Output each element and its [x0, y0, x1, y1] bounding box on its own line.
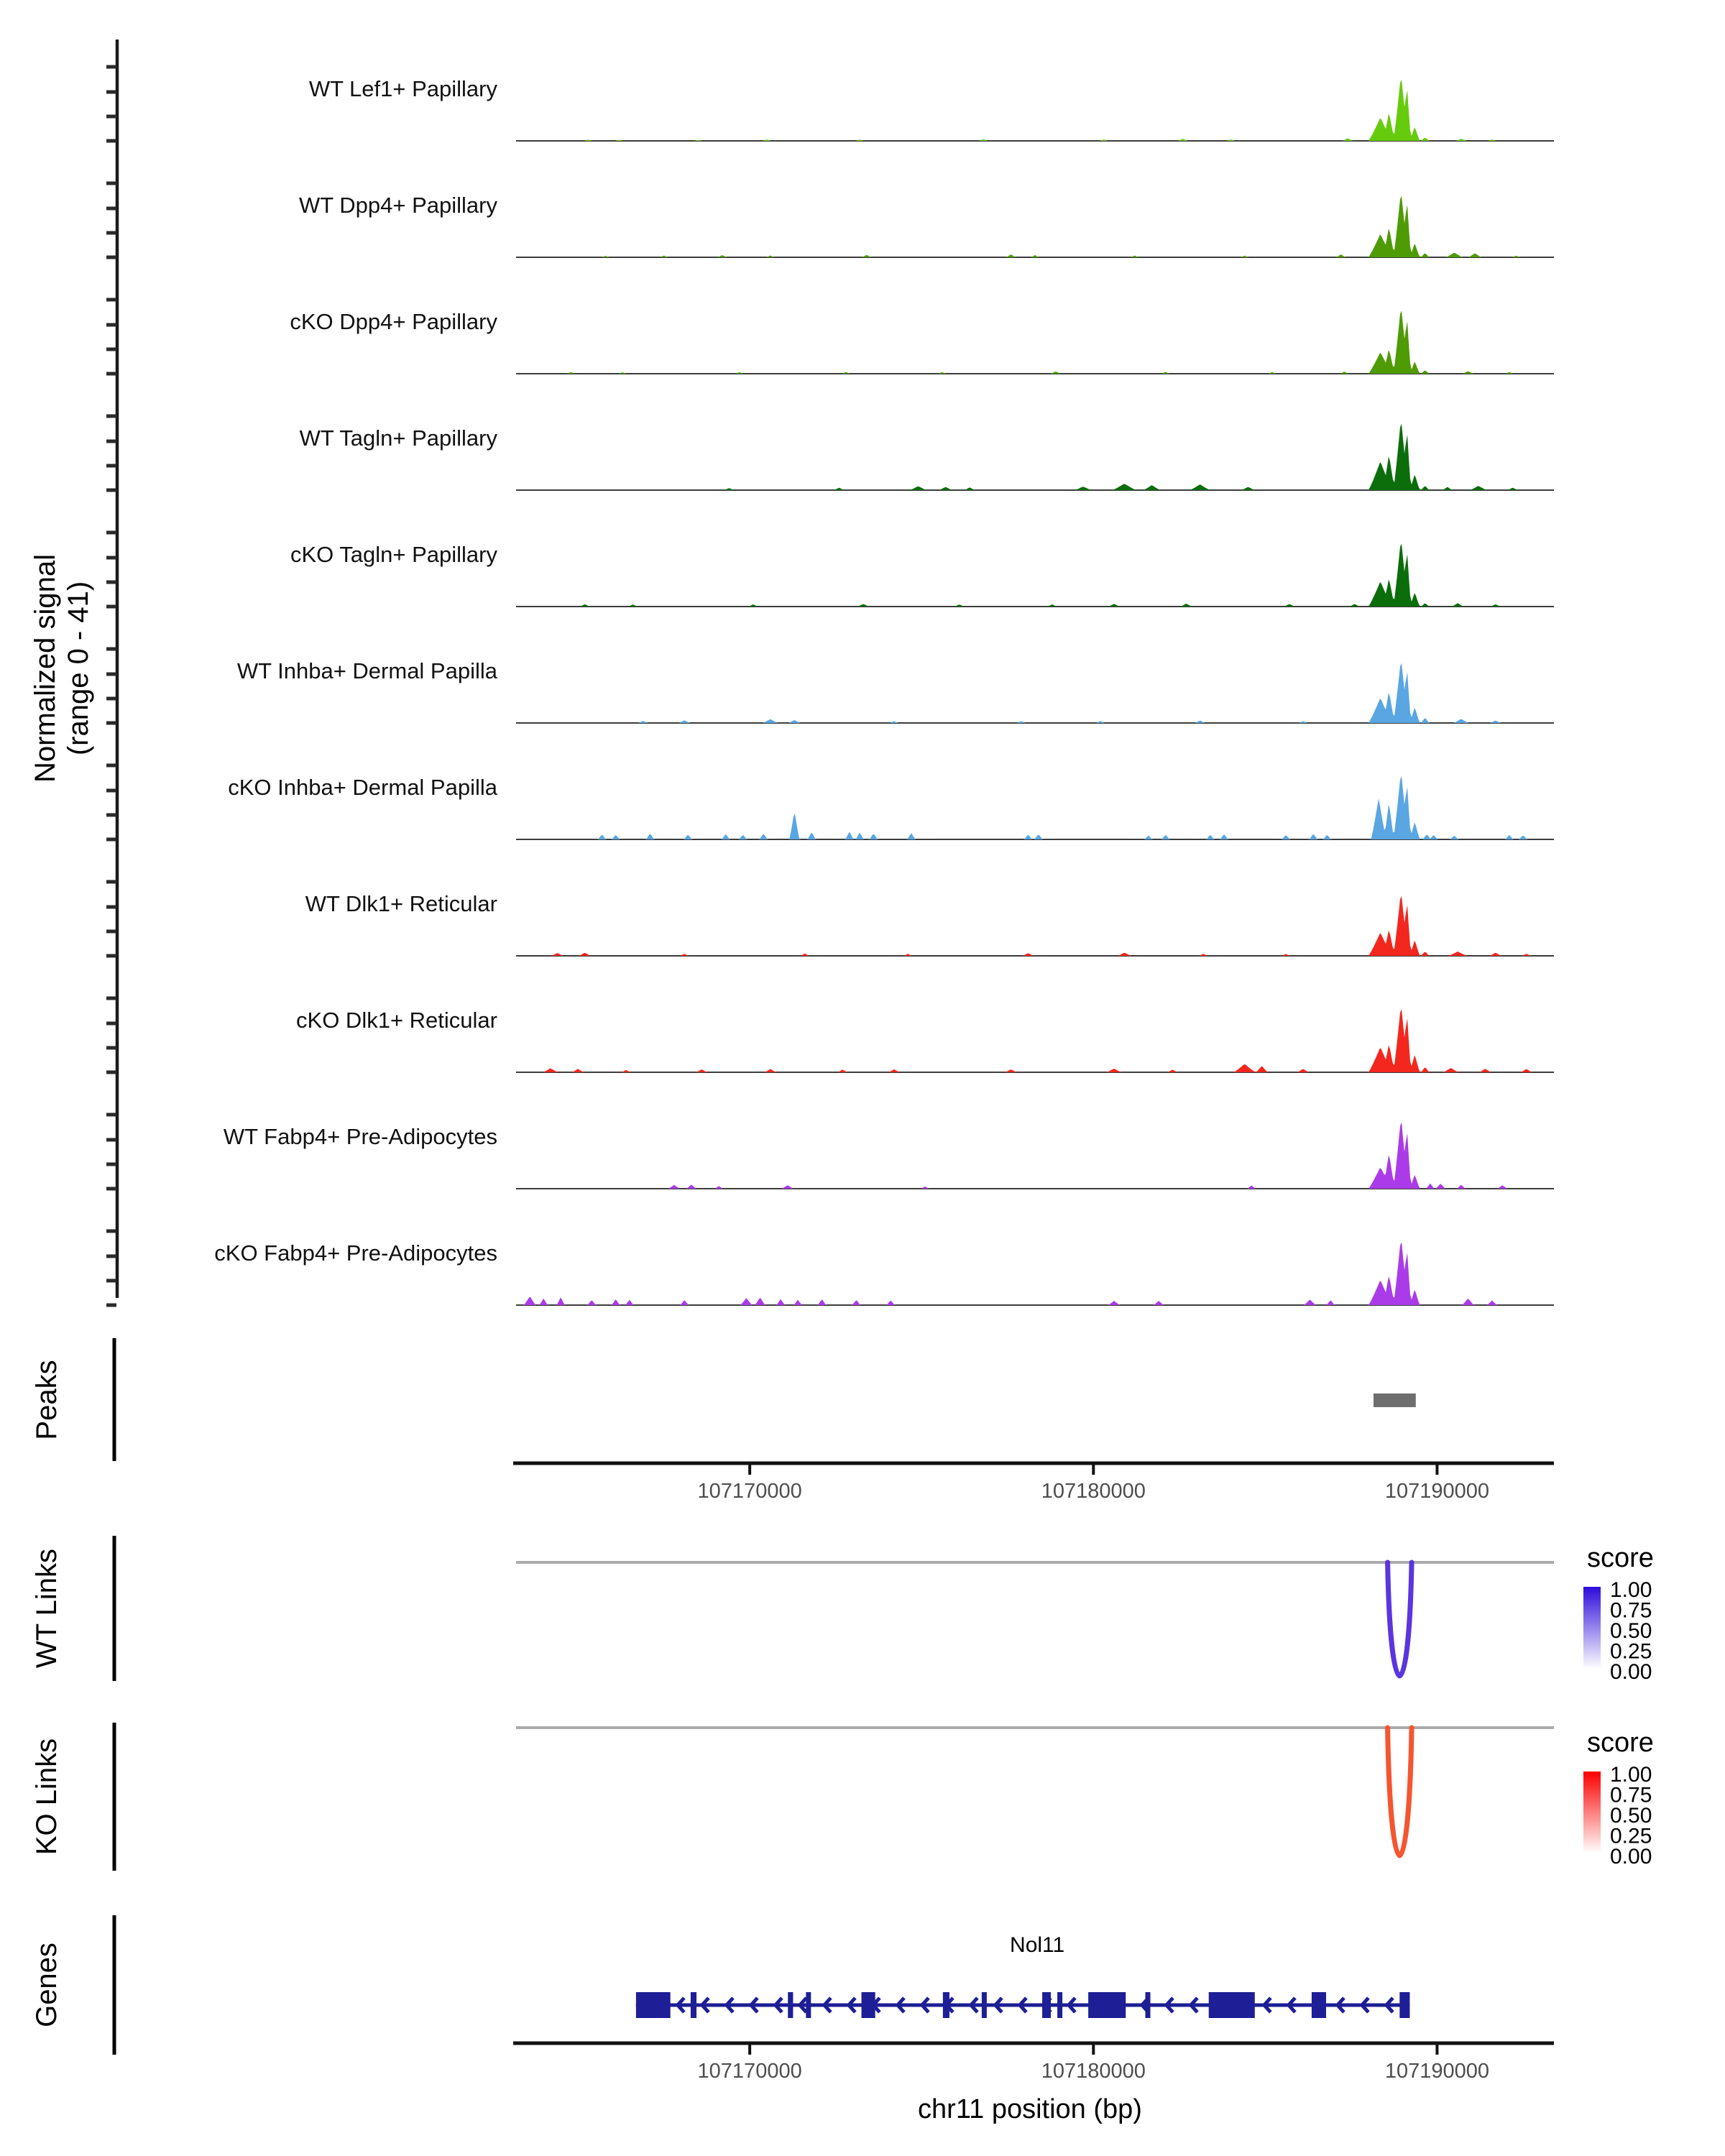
section-label-wt-links: WT Links	[31, 1549, 63, 1668]
y-axis-title-line2: (range 0 - 41)	[63, 581, 94, 756]
gene-exon	[788, 1992, 793, 2018]
gene-name-label: Nol11	[1010, 1933, 1065, 1957]
gene-exon	[636, 1992, 671, 2018]
genome-axis-tick-label: 107170000	[697, 2060, 802, 2083]
genome-axis-tick-label: 107180000	[1041, 1480, 1146, 1503]
wt-links-legend-tick-label: 0.75	[1610, 1598, 1652, 1623]
track-label: cKO Inhba+ Dermal Papilla	[228, 775, 497, 800]
ko-links-legend-tick-label: 0.50	[1610, 1804, 1652, 1828]
ko-links-legend-title: score	[1587, 1728, 1654, 1758]
wt-links-legend-tick-label: 1.00	[1610, 1578, 1652, 1602]
x-axis-title: chr11 position (bp)	[918, 2094, 1142, 2124]
track-label: cKO Dpp4+ Papillary	[290, 309, 497, 334]
gene-exon	[1399, 1992, 1409, 2018]
section-label-ko-links: KO Links	[31, 1738, 63, 1856]
coverage-polygon	[516, 1242, 1554, 1305]
gene-exon	[1145, 1992, 1150, 2018]
gene-exon	[982, 1992, 987, 2018]
wt-links-legend-gradient	[1583, 1587, 1601, 1669]
gene-exon	[1209, 1992, 1255, 2018]
gene-exon	[806, 1992, 811, 2018]
coverage-polygon	[516, 80, 1554, 141]
track-label: cKO Fabp4+ Pre-Adipocytes	[214, 1240, 497, 1266]
track-label: WT Dlk1+ Reticular	[305, 891, 497, 916]
gene-exon	[1088, 1992, 1126, 2018]
gene-exon	[1312, 1992, 1326, 2018]
gene-exon	[862, 1992, 875, 2018]
coverage-polygon	[516, 310, 1554, 374]
coverage-polygon	[516, 196, 1554, 257]
ko-links-legend-tick-label: 0.00	[1610, 1845, 1652, 1869]
track-label: WT Inhba+ Dermal Papilla	[236, 658, 497, 683]
coverage-polygon	[516, 424, 1554, 490]
track-label: cKO Dlk1+ Reticular	[296, 1008, 497, 1033]
gene-exon	[1057, 1992, 1062, 2018]
ko-links-legend-gradient	[1583, 1772, 1601, 1853]
coverage-polygon	[516, 1009, 1554, 1072]
ko-links-legend-tick-label: 0.75	[1610, 1783, 1652, 1807]
gene-exon	[943, 1992, 949, 2018]
ko-links-legend-tick-label: 1.00	[1610, 1763, 1652, 1787]
y-axis-title-line1: Normalized signal	[29, 554, 61, 783]
section-label-peaks: Peaks	[31, 1360, 63, 1440]
coverage-polygon	[516, 543, 1554, 607]
genome-axis-tick-label: 107190000	[1384, 2060, 1490, 2083]
wt-links-legend-tick-label: 0.25	[1610, 1639, 1652, 1664]
track-label: WT Lef1+ Papillary	[308, 76, 497, 101]
track-label: WT Tagln+ Papillary	[299, 425, 497, 451]
peak-region-box	[1374, 1393, 1416, 1407]
section-label-genes: Genes	[31, 1943, 63, 2027]
track-label: WT Fabp4+ Pre-Adipocytes	[223, 1124, 497, 1149]
ko-links-arc	[1388, 1728, 1412, 1856]
track-label: WT Dpp4+ Papillary	[299, 193, 497, 218]
wt-links-arc	[1388, 1562, 1412, 1676]
genome-axis-tick-label: 107170000	[697, 1480, 802, 1503]
genome-axis-tick-label: 107190000	[1384, 1480, 1490, 1503]
wt-links-legend-tick-label: 0.50	[1610, 1619, 1652, 1643]
coverage-polygon	[516, 776, 1554, 839]
wt-links-legend-title: score	[1587, 1543, 1654, 1573]
genome-axis-tick-label: 107180000	[1041, 2060, 1146, 2083]
gene-exon	[1042, 1992, 1051, 2018]
track-label: cKO Tagln+ Papillary	[290, 542, 497, 567]
gene-exon	[691, 1992, 696, 2018]
wt-links-legend-tick-label: 0.00	[1610, 1660, 1652, 1684]
ko-links-legend-tick-label: 0.25	[1610, 1824, 1652, 1848]
coverage-polygon	[516, 896, 1554, 956]
coverage-polygon	[516, 1123, 1554, 1189]
chart-content	[106, 40, 1654, 2083]
coverage-polygon	[516, 663, 1554, 723]
